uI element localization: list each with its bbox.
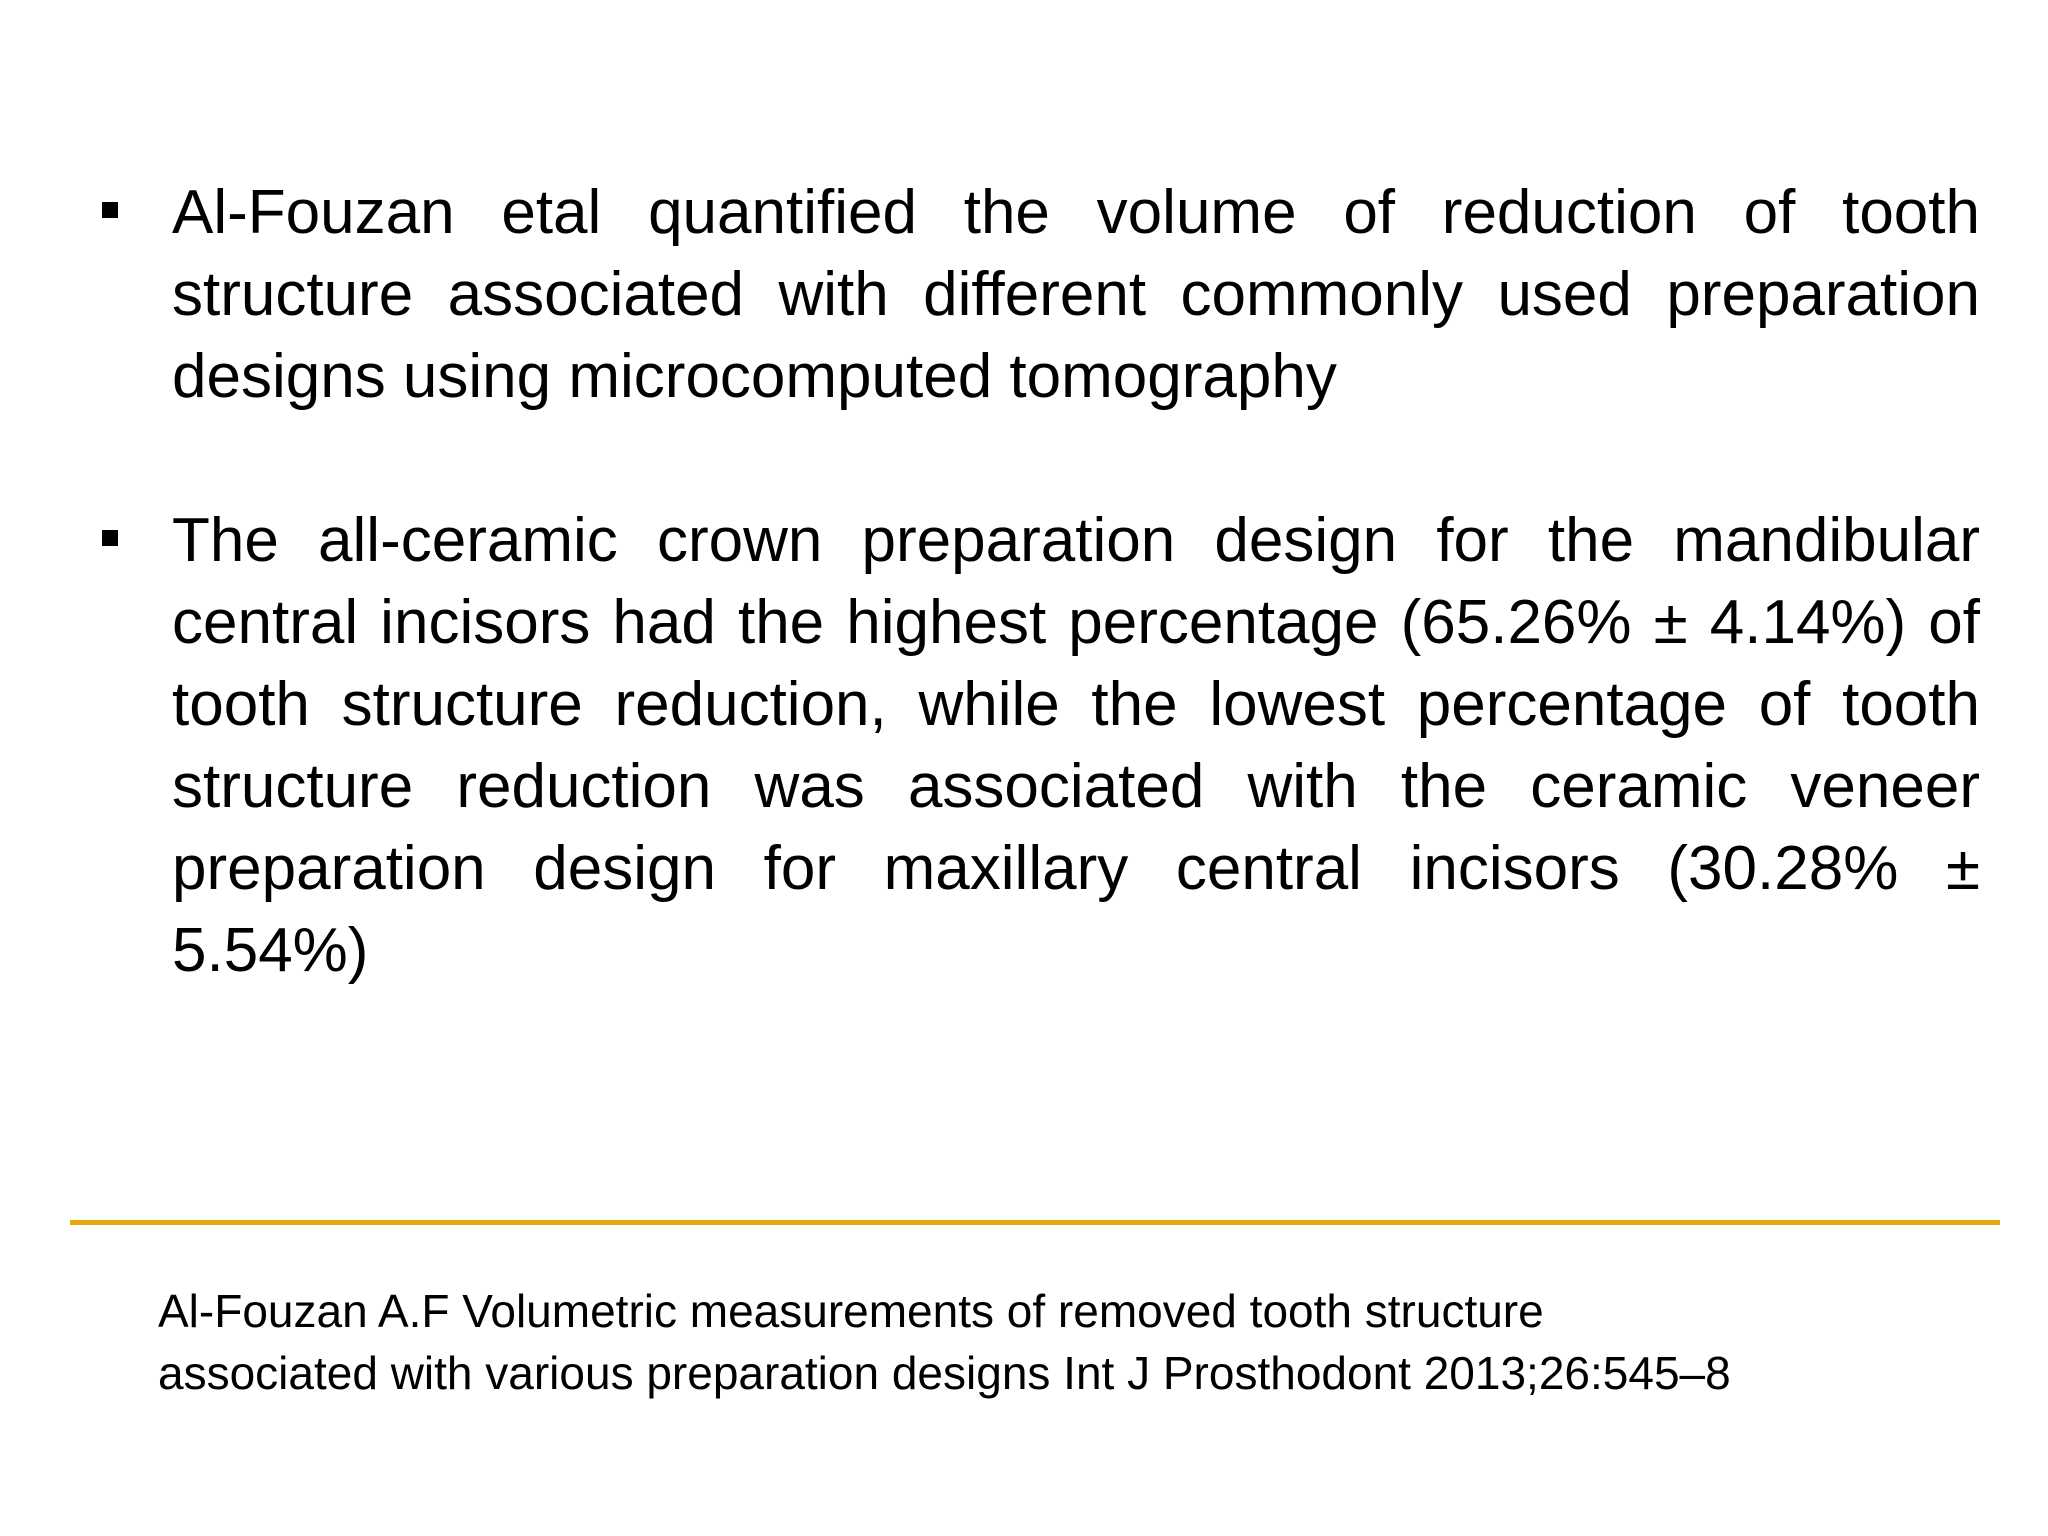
divider-line xyxy=(70,1220,2000,1225)
bullet-item-2 xyxy=(100,500,1980,992)
bullet-text: Al-Fouzan etal quantified the volume of reduction of tooth structure associated with different commonly used preparation designs using microcomputed tomography xyxy=(172,178,1980,411)
square-bullet-icon xyxy=(102,530,118,546)
reference-citation xyxy=(158,1280,1958,1404)
reference-line-1: Al-Fouzan A.F Volumetric measurements of removed tooth structure xyxy=(158,1285,1544,1337)
reference-line-2: associated with various preparation designs Int J Prosthodont 2013;26:545–8 xyxy=(158,1347,1731,1399)
bullet-list xyxy=(100,172,1980,1074)
bullet-text: The all-ceramic crown preparation design for the mandibular central incisors had the highest percentage (65.26% ± 4.14%) of tooth structure reduction, while the lowest percentage of tooth structure reduction was associated with the ceramic veneer preparation design for maxillary central incisors (30.28% ± 5.54%) xyxy=(172,506,1980,985)
square-bullet-icon xyxy=(102,202,118,218)
bullet-item-1 xyxy=(100,172,1980,418)
